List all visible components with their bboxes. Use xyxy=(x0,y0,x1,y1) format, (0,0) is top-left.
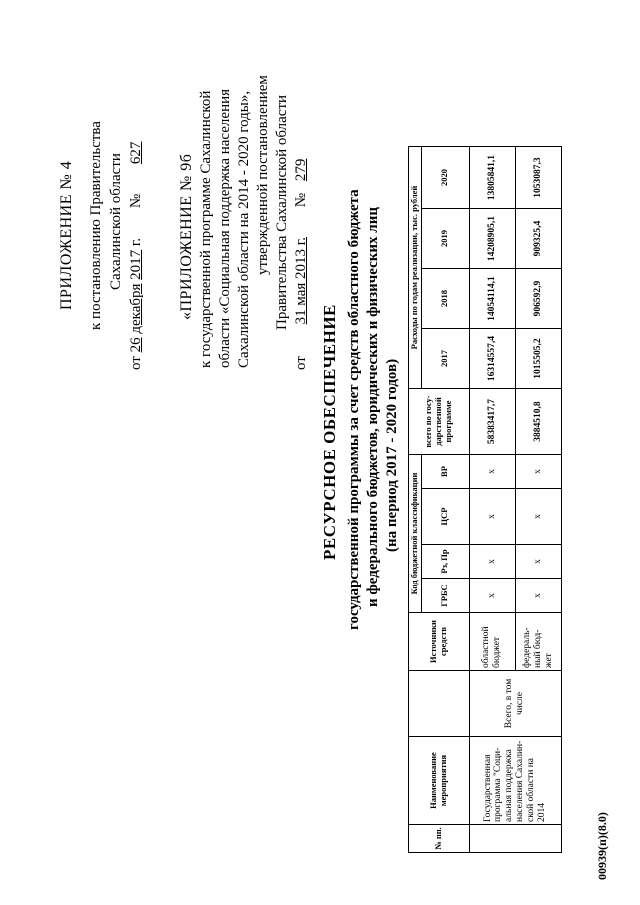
cell-rzpr: х xyxy=(469,545,515,579)
attachment-line-5: Правительства Сахалинской области xyxy=(274,94,290,330)
cell-name: Государственная программа "Соци-альная поддержка населения Сахалин-ской области на 2014 xyxy=(469,737,561,825)
attachment-line-4: утвержденной постановлением xyxy=(255,75,271,275)
heading-sub-2: и федерального бюджетов, юридических и физических лиц xyxy=(365,206,381,607)
attachment-no-label: № xyxy=(293,192,309,208)
resource-table xyxy=(408,146,562,853)
attachment-no-value: 279 xyxy=(293,158,309,182)
cell-2020: 13805841,1 xyxy=(469,147,515,209)
attachment-date xyxy=(293,159,310,370)
appendix-no-value: 627 xyxy=(128,141,144,165)
cell-2018: 14054114,1 xyxy=(469,269,515,329)
header-name: Наименование мероприятия xyxy=(409,737,470,825)
header-grbs: ГРБС xyxy=(421,579,469,613)
attachment-line-3: Сахалинской области на 2014 - 2020 годы», xyxy=(236,90,252,368)
footer-code: 00939(п)(8.0) xyxy=(595,812,609,880)
cell-total: 58383417,7 xyxy=(469,389,515,455)
heading-sub-1: государственной программы за счет средств областного бюджета xyxy=(346,189,362,630)
header-empty xyxy=(409,671,470,737)
cell-grbs: х xyxy=(515,579,561,613)
header-budget-group: Код бюджетной классификации xyxy=(409,455,422,613)
appendix-line-1: к постановлению Правительства xyxy=(88,121,104,330)
heading-main: РЕСУРСНОЕ ОБЕСПЕЧЕНИЕ xyxy=(320,304,339,560)
header-2019: 2019 xyxy=(421,209,469,269)
heading-sub-3: (на период 2017 - 2020 годов) xyxy=(384,358,400,552)
header-source: Источники средств xyxy=(409,613,470,671)
cell-2018: 906592,9 xyxy=(515,269,561,329)
cell-grbs: х xyxy=(469,579,515,613)
header-num: № пп. xyxy=(409,825,470,853)
header-2018: 2018 xyxy=(421,269,469,329)
header-csr: ЦСР xyxy=(421,489,469,545)
appendix-date xyxy=(128,142,145,370)
cell-source: федераль-ный бюд-жет xyxy=(515,613,561,671)
appendix-date-day: 26 xyxy=(128,337,144,353)
cell-subtotal: Всего, в том числе xyxy=(469,671,561,737)
cell-csr: х xyxy=(469,489,515,545)
appendix-no-label: № xyxy=(128,193,144,209)
cell-2019: 909325,4 xyxy=(515,209,561,269)
cell-2020: 1053087,3 xyxy=(515,147,561,209)
cell-csr: х xyxy=(515,489,561,545)
appendix-date-prefix: от xyxy=(128,356,144,370)
attachment-date-value: 31 мая 2013 г. xyxy=(293,236,309,325)
cell-2019: 14208905,1 xyxy=(469,209,515,269)
appendix-line-2: Сахалинской области xyxy=(108,153,124,290)
cell-source: областной бюджет xyxy=(469,613,515,671)
appendix-date-suffix: г. xyxy=(128,237,144,247)
document-page xyxy=(10,10,630,890)
cell-vr: х xyxy=(469,455,515,489)
appendix-date-year: 2017 xyxy=(128,249,144,280)
attachment-line-2: области «Социальная поддержка населения xyxy=(217,88,233,368)
cell-2017: 1015505,2 xyxy=(515,329,561,389)
attachment-title: «ПРИЛОЖЕНИЕ № 9б xyxy=(178,153,195,320)
header-years-group: Расходы по годам реализации, тыс. рублей xyxy=(409,147,422,389)
appendix-title: ПРИЛОЖЕНИЕ № 4 xyxy=(58,160,75,310)
header-vr: ВР xyxy=(421,455,469,489)
appendix-date-month: декабря xyxy=(128,283,144,334)
cell-vr: х xyxy=(515,455,561,489)
attachment-line-1: к государственной программе Сахалинской xyxy=(198,90,214,368)
table-row xyxy=(469,147,515,853)
cell-num xyxy=(469,825,561,853)
cell-total: 3884510,8 xyxy=(515,389,561,455)
header-2017: 2017 xyxy=(421,329,469,389)
header-total: всего по госу-дарственной программе xyxy=(409,389,470,455)
cell-rzpr: х xyxy=(515,545,561,579)
header-rzpr: Рз, Пр xyxy=(421,545,469,579)
header-2020: 2020 xyxy=(421,147,469,209)
attachment-date-prefix: от xyxy=(293,356,309,370)
cell-2017: 16314557,4 xyxy=(469,329,515,389)
